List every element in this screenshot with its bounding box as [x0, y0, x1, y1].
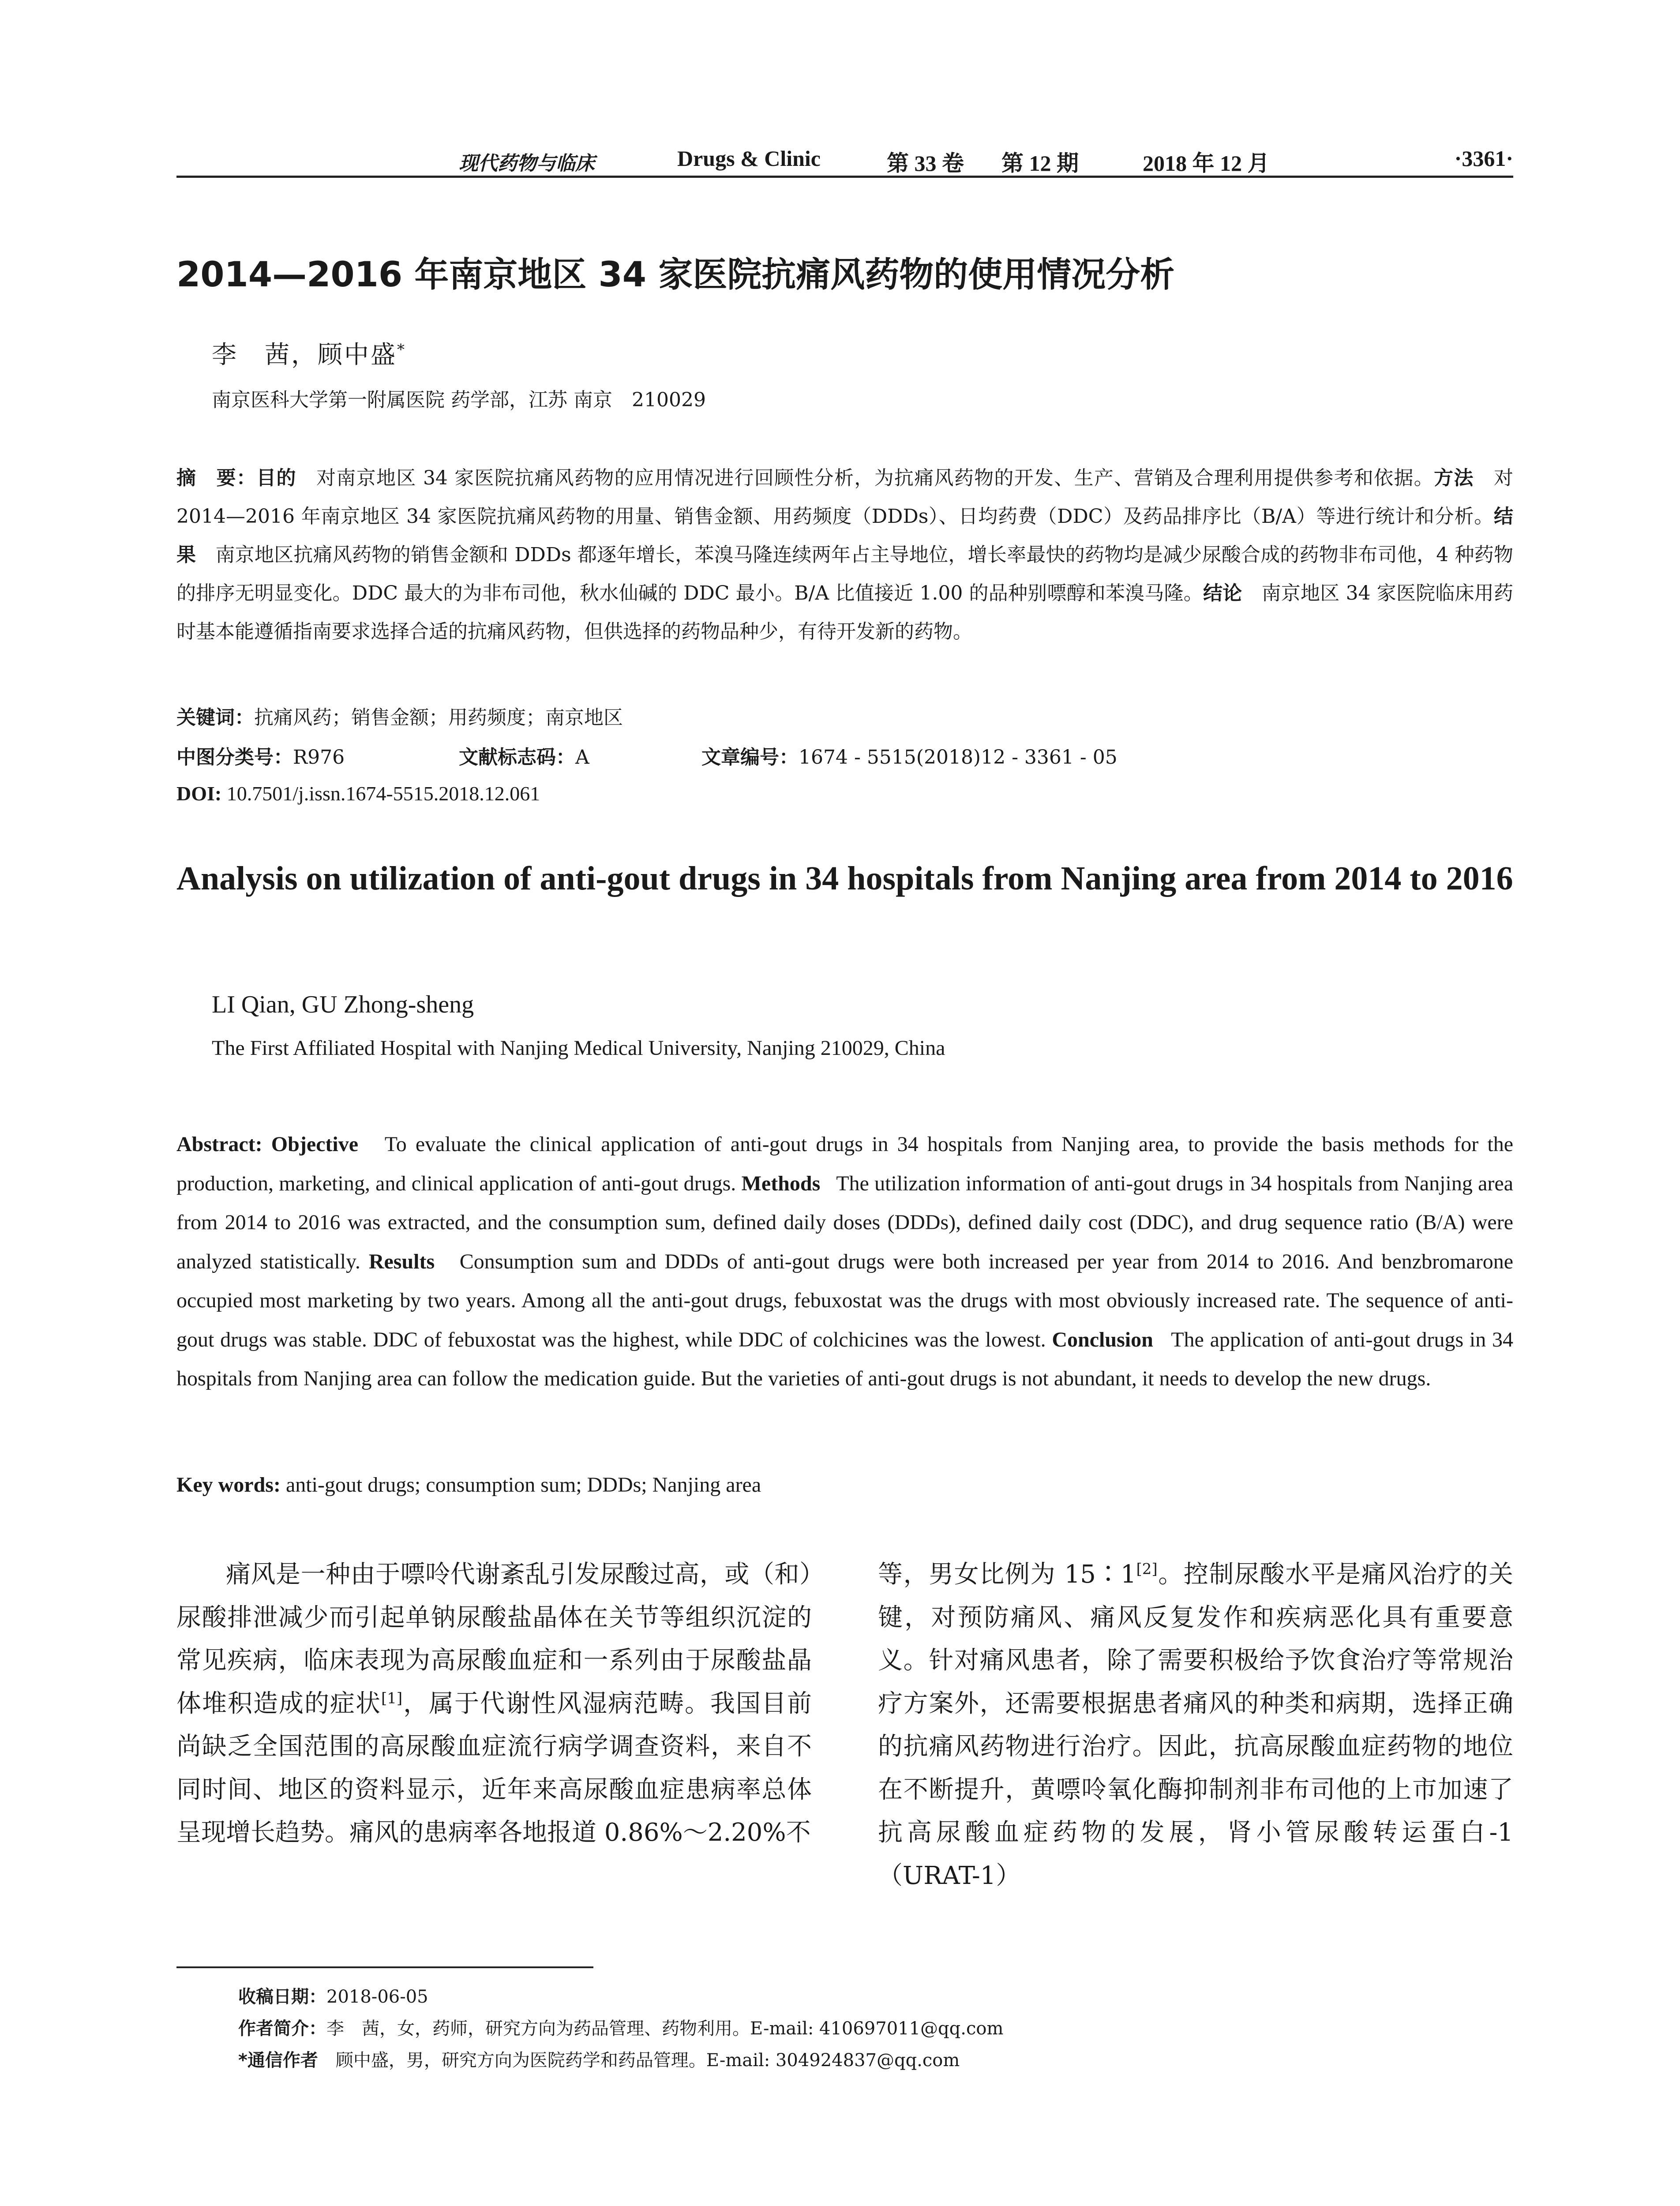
- classification-row: [176, 741, 1513, 768]
- corresponding-mark: *: [397, 341, 406, 359]
- clc-number: [176, 741, 345, 769]
- results-label-cn: 结果: [176, 505, 1513, 566]
- body-right-text-a: 等，男女比例为 15∶1: [878, 1560, 1136, 1589]
- methods-label-en: Methods: [741, 1171, 821, 1195]
- body-left-text-b: ，属于代谢性风湿病范畴。我国目前尚缺乏全国范围的高尿酸血症流行病学调查资料，来自不同时间、地区的资料显示，近年来高尿酸血症患病率总体呈现增长趋势。痛风的患病率各地报道 0.86%～2.20%不: [176, 1689, 812, 1847]
- abstract-cn-label: 摘 要：: [176, 467, 257, 489]
- footnote-received: [238, 1981, 1003, 2013]
- body-left-text-a: 痛风是一种由于嘌呤代谢紊乱引发尿酸过高，或（和）尿酸排泄减少而引起单钠尿酸盐晶体在关节等组织沉淀的常见疾病，临床表现为高尿酸血症和一系列由于尿酸盐晶体堆积造成的症状: [176, 1560, 812, 1718]
- article-title-en: Analysis on utilization of anti-gout drugs in 34 hospitals from Nanjing area from 2014 to 2016: [176, 860, 1513, 897]
- conclusion-label-en: Conclusion: [1052, 1328, 1153, 1351]
- citation-2[interactable]: [2]: [1136, 1560, 1158, 1578]
- received-label: 收稿日期：: [238, 1987, 326, 2007]
- results-en: Consumption sum and DDDs of anti-gout drugs were both increased per year from 2014 to 2016. And benzbromarone occupied most marketing by two years. Among all the anti-gout drugs, febuxostat was the drugs with most obviously increased rate. The sequence of anti-gout drugs was stable. DDC of febuxostat was the highest, while DDC of colchicines was the lowest.: [176, 1249, 1514, 1351]
- affiliation-en: The First Affiliated Hospital with Nanjing Medical University, Nanjing 210029, China: [212, 1036, 945, 1060]
- running-header: [176, 140, 1513, 176]
- body-column-right: [878, 1553, 1513, 1897]
- authors-en: LI Qian, GU Zhong-sheng: [212, 991, 474, 1018]
- authors-cn-names: 李 茜，顾中盛: [212, 341, 397, 369]
- methods-en: The utilization information of anti-gout drugs in 34 hospitals from Nanjing area from 2014 to 2016 was extracted, and the consumption sum, defined daily doses (DDDs), defined daily cost (DDC), and drug sequence ratio (B/A) were analyzed statistically.: [176, 1171, 1513, 1273]
- issue: 第 12 期: [1001, 151, 1079, 176]
- article-title-cn: 2014—2016 年南京地区 34 家医院抗痛风药物的使用情况分析: [176, 255, 1175, 295]
- doi: [176, 782, 540, 805]
- clc-value: R976: [293, 746, 345, 769]
- authors-cn: [212, 335, 406, 371]
- doc-code-label: 文献标志码：: [459, 746, 575, 769]
- objective-label-en: Objective: [271, 1133, 359, 1156]
- objective-cn: 对南京地区 34 家医院抗痛风药物的应用情况进行回顾性分析，为抗痛风药物的开发、生产、营销及合理利用提供参考和依据。: [296, 467, 1434, 489]
- methods-label-cn: 方法: [1434, 467, 1474, 489]
- footnote-corresponding: [238, 2045, 1003, 2076]
- results-cn: 南京地区抗痛风药物的销售金额和 DDDs 都逐年增长，苯溴马隆连续两年占主导地位，增长率最快的药物均是减少尿酸合成的药物非布司他，4 种药物的排序无明显变化。DDC 最大的为非布司他，秋水仙碱的 DDC 最小。B/A 比值接近 1.00 的品种别嘌醇和苯溴马隆。: [176, 544, 1513, 604]
- header-rule: [176, 176, 1513, 178]
- abstract-en: [176, 1125, 1513, 1399]
- citation-1[interactable]: [1]: [381, 1689, 403, 1707]
- volume: 第 33 卷: [887, 151, 964, 176]
- methods-cn: 对 2014—2016 年南京地区 34 家医院抗痛风药物的用量、销售金额、用药频度（DDDs）、日均药费（DDC）及药品排序比（B/A）等进行统计和分析。: [176, 467, 1514, 528]
- keywords-cn-text: 抗痛风药；销售金额；用药频度；南京地区: [254, 706, 623, 729]
- author-bio: 李 茜，女，药师，研究方向为药品管理、药物利用。E-mail: 410697011@qq.com: [326, 2018, 1004, 2039]
- footnote-author: [238, 2013, 1003, 2045]
- affiliation-cn: 南京医科大学第一附属医院 药学部，江苏 南京 210029: [212, 389, 706, 411]
- corresponding-info: 顾中盛，男，研究方向为医院药学和药品管理。E-mail: 304924837@qq.com: [318, 2050, 960, 2071]
- abstract-en-label: Abstract:: [176, 1133, 262, 1156]
- clc-label: 中图分类号：: [176, 746, 293, 769]
- doc-code-value: A: [575, 746, 589, 769]
- article-number: [701, 741, 1118, 769]
- body-column-left: [176, 1553, 812, 1854]
- keywords-en-label: Key words:: [176, 1473, 281, 1497]
- objective-en: To evaluate the clinical application of anti-gout drugs in 34 hospitals from Nanjing area, to provide the basis methods for the production, marketing, and clinical application of anti-gout drugs.: [176, 1133, 1513, 1195]
- conclusion-cn: 南京地区 34 家医院临床用药时基本能遵循指南要求选择合适的抗痛风药物，但供选择的药物品种少，有待开发新的药物。: [176, 582, 1513, 643]
- body-right-text-b: 。控制尿酸水平是痛风治疗的关键，对预防痛风、痛风反复发作和疾病恶化具有重要意义。针对痛风患者，除了需要积极给予饮食治疗等常规治疗方案外，还需要根据患者痛风的种类和病期，选择正确的抗痛风药物进行治疗。因此，抗高尿酸血症药物的地位在不断提升，黄嘌呤氧化酶抑制剂非布司他的上市加速了抗高尿酸血症药物的发展，肾小管尿酸转运蛋白-1（URAT-1）: [878, 1560, 1514, 1890]
- issue-date: 2018 年 12 月: [1143, 151, 1270, 176]
- page-number: ·3361·: [1454, 146, 1513, 171]
- keywords-en: [176, 1473, 761, 1497]
- footnotes: [238, 1981, 1003, 2076]
- author-bio-label: 作者简介：: [238, 2018, 326, 2039]
- journal-name-cn: 现代药物与临床: [459, 152, 595, 175]
- doi-label: DOI:: [176, 782, 222, 805]
- footnote-rule: [176, 1966, 593, 1968]
- abstract-cn: [176, 459, 1513, 651]
- results-label-en: Results: [368, 1249, 435, 1273]
- article-number-label: 文章编号：: [701, 746, 799, 769]
- corresponding-label: *通信作者: [238, 2050, 318, 2071]
- journal-name-en: Drugs & Clinic: [677, 146, 821, 171]
- doi-value[interactable]: 10.7501/j.issn.1674-5515.2018.12.061: [226, 782, 540, 805]
- keywords-en-text: anti-gout drugs; consumption sum; DDDs; Nanjing area: [285, 1473, 761, 1497]
- received-date: 2018-06-05: [326, 1987, 428, 2007]
- conclusion-en: The application of anti-gout drugs in 34 hospitals from Nanjing area can follow the medication guide. But the varieties of anti-gout drugs is not abundant, it needs to develop the new drugs.: [176, 1328, 1514, 1390]
- objective-label-cn: 目的: [256, 467, 296, 489]
- keywords-cn-label: 关键词：: [176, 706, 254, 729]
- article-number-value: 1674 - 5515(2018)12 - 3361 - 05: [799, 746, 1118, 769]
- keywords-cn: [176, 702, 623, 730]
- document-code: [459, 741, 589, 769]
- conclusion-label-cn: 结论: [1203, 582, 1242, 604]
